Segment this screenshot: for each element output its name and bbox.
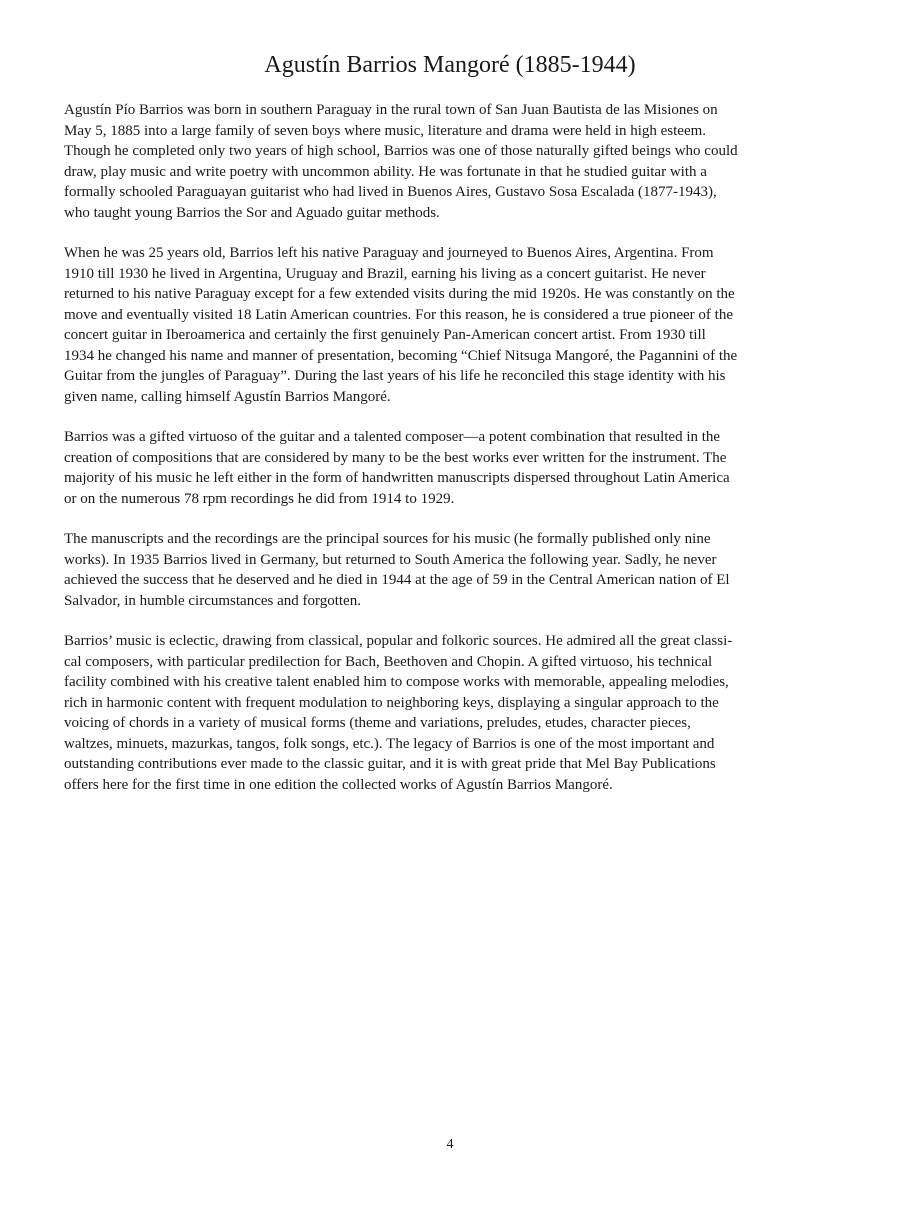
text-line: creation of compositions that are considered by many to be the best works ever written for the instrument. The [64, 449, 727, 466]
text-line: cal composers, with particular predilection for Bach, Beethoven and Chopin. A gifted virtuoso, his technical [64, 653, 713, 670]
text-line: offers here for the first time in one edition the collected works of Agustín Barrios Mangoré. [64, 776, 613, 793]
paragraph-4 [64, 529, 839, 611]
text-line: The manuscripts and the recordings are the principal sources for his music (he formally published only nine [64, 531, 711, 547]
text-line: who taught young Barrios the Sor and Aguado guitar methods. [64, 204, 440, 221]
text-line: Salvador, in humble circumstances and forgotten. [64, 592, 361, 609]
text-line: outstanding contributions ever made to the classic guitar, and it is with great pride that Mel Bay Publications [64, 756, 716, 772]
paragraph-5 [64, 631, 839, 795]
paragraph-3 [64, 427, 839, 509]
text-line: works). In 1935 Barrios lived in Germany, but returned to South America the following year. Sadly, he never [64, 551, 717, 568]
text-line: voicing of chords in a variety of musical forms (theme and variations, preludes, etudes, character pieces, [64, 715, 691, 731]
text-line: concert guitar in Iberoamerica and certainly the first genuinely Pan-American concert artist. From 1930 till [64, 327, 706, 343]
page-number: 4 [446, 1137, 454, 1152]
text-line: rich in harmonic content with frequent modulation to neighboring keys, displaying a singular approach to the [64, 694, 719, 711]
text-line: achieved the success that he deserved and he died in 1944 at the age of 59 in the Central American nation of El [64, 572, 730, 588]
text-line: Guitar from the jungles of Paraguay”. During the last years of his life he reconciled this stage identity with his [64, 368, 726, 384]
text-line: majority of his music he left either in the form of handwritten manuscripts dispersed throughout Latin America [64, 470, 730, 486]
text-line: Barrios was a gifted virtuoso of the guitar and a talented composer—a potent combination that resulted in the [64, 429, 721, 445]
text-line: or on the numerous 78 rpm recordings he did from 1914 to 1929. [64, 490, 455, 507]
text-line: When he was 25 years old, Barrios left his native Paraguay and journeyed to Buenos Aires, Argentina. From [64, 245, 714, 261]
body-text [64, 100, 839, 815]
text-line: returned to his native Paraguay except for a few extended visits during the mid 1920s. He was constantly on the [64, 286, 735, 302]
paragraph-1 [64, 100, 839, 223]
text-line: move and eventually visited 18 Latin American countries. For this reason, he is considered a true pioneer of the [64, 306, 733, 323]
text-line: waltzes, minuets, mazurkas, tangos, folk songs, etc.). The legacy of Barrios is one of the most important and [64, 735, 715, 752]
text-line: given name, calling himself Agustín Barrios Mangoré. [64, 388, 391, 405]
text-line: May 5, 1885 into a large family of seven boys where music, literature and drama were held in high esteem. [64, 122, 707, 139]
paragraph-2 [64, 243, 839, 407]
text-line: draw, play music and write poetry with uncommon ability. He was fortunate in that he studied guitar with a [64, 163, 707, 180]
text-line: Agustín Pío Barrios was born in southern Paraguay in the rural town of San Juan Bautista de las Misiones on [64, 102, 718, 118]
text-line: facility combined with his creative talent enabled him to compose works with memorable, appealing melodies, [64, 674, 729, 690]
text-line: Barrios’ music is eclectic, drawing from classical, popular and folkoric sources. He admired all the great classi- [64, 633, 733, 649]
text-line: 1910 till 1930 he lived in Argentina, Uruguay and Brazil, earning his living as a concert guitarist. He never [64, 265, 706, 282]
text-line: 1934 he changed his name and manner of presentation, becoming “Chief Nitsuga Mangoré, the Pagannini of the [64, 347, 738, 364]
text-line: Though he completed only two years of high school, Barrios was one of those naturally gifted beings who could [64, 143, 738, 159]
page-title: Agustín Barrios Mangoré (1885-1944) [264, 52, 636, 78]
text-line: formally schooled Paraguayan guitarist who had lived in Buenos Aires, Gustavo Sosa Escalada (1877-1943), [64, 184, 717, 200]
